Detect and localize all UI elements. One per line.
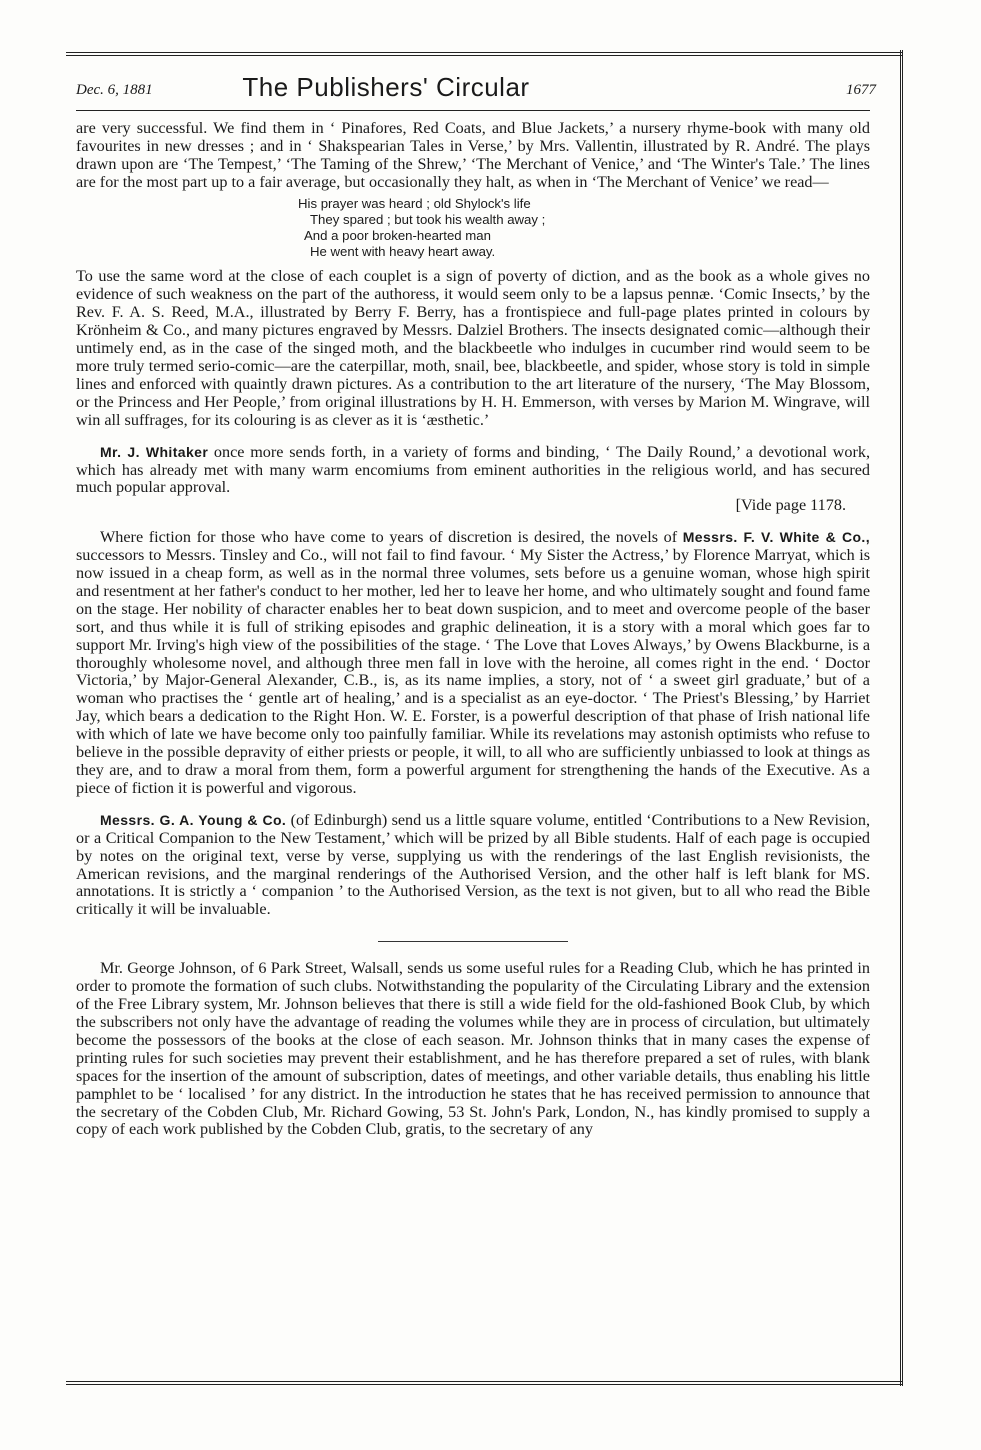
top-double-rule: [66, 52, 902, 56]
paragraph-3-text: once more sends forth, in a variety of forms and binding, ‘ The Daily Round,’ a devotional work, which has already met with many warm encomiums from eminent authorities in the religious world, and has secured much popular approval.: [76, 442, 870, 497]
firm-name-young: Messrs. G. A. Young & Co.: [100, 811, 287, 828]
page-header: [76, 66, 876, 106]
firm-name-whitaker: Mr. J. Whitaker: [100, 443, 209, 460]
verse-line: His prayer was heard ; old Shylock's life: [298, 195, 531, 211]
paragraph-6: Mr. George Johnson, of 6 Park Street, Walsall, sends us some useful rules for a Reading Club, which he has printed in order to promote the formation of such clubs. Notwithstanding the popularity of the Circulating Library and the extension of the Free Library system, Mr. Johnson believes that there is still a wide field for the old-fashioned Book Club, by which the subscribers not only have the advantage of reading the volumes while they are in process of circulation, but ultimately become the possessors of the books at the close of each season. Mr. Johnson thinks that in many cases the expense of printing rules for such societies may prevent their establishment, and he has therefore prepared a set of rules, with blank spaces for the insertion of the amount of subscription, dates of meetings, and other variable details, thus enabling his little pamphlet to be ‘ localised ’ for any district. In the introduction he states that he has received permission to announce that the secretary of the Cobden Club, Mr. Richard Gowing, 53 St. John's Park, London, N., has kindly promised to supply a copy of each work published by the Cobden Club, gratis, to the secretary of any: [76, 959, 870, 1139]
article-body: [76, 120, 870, 1139]
paragraph-4-text: successors to Messrs. Tinsley and Co., will not fail to find favour. ‘ My Sister the Actress,’ by Florence Marryat, which is now issued in a cheap form, as well as in the normal three volumes, sets before us a genuine woman, whose high spirit and resentment at her father's conduct to her mother, led her to leave her home, and who ultimately sought and found fame on the stage. Her nobility of character enables her to beat down suspicion, and to meet and overcome people of the baser sort, and thus while it is full of striking episodes and graphic delineation, it is a story with a moral which goes far to support Mr. Irving's high view of the possibilities of the stage. ‘ The Love that Loves Always,’ by Owens Blackburne, is a thoroughly wholesome novel, and although three men fall in love with the heroine, all comes right in the end. ‘ Doctor Victoria,’ by Major-General Alexander, C.B., is, as its name implies, a story, not of ‘ a sweet girl graduate,’ but of a woman who practises the ‘ gentle art of healing,’ and is a specialist as an eye-doctor. ‘ The Priest's Blessing,’ by Harriet Jay, which bears a dedication to the Right Hon. W. E. Forster, is a powerful description of that phase of Irish national life with which of late we have become only too painfully familiar. While its revelations may astonish optimists who refuse to believe in the possible depravity of either priests or people, it will, to all who are sufficiently unbiassed to look at things as they are, and to draw a moral from them, form a powerful argument for strengthening the hands of the Executive. As a piece of fiction it is powerful and vigorous.: [76, 546, 870, 797]
verse-line: They spared ; but took his wealth away ;: [310, 211, 546, 227]
verse-quotation: [298, 196, 870, 261]
paragraph-1: are very successful. We find them in ‘ Pinafores, Red Coats, and Blue Jackets,’ a nursery rhyme-book with many old favourites in new dresses ; and in ‘ Shakspearian Tales in Verse,’ by Mrs. Vallentin, illustrated by R. André. The plays drawn upon are ‘The Tempest,’ ‘The Taming of the Shrew,’ ‘The Merchant of Venice,’ and ‘The Winter's Tale.’ The lines are for the most part up to a fair average, but occasionally they halt, as when in ‘The Merchant of Venice’ we read—: [76, 119, 870, 191]
header-page-number: 1677: [846, 82, 876, 98]
paragraph-5-text: (of Edinburgh) send us a little square volume, entitled ‘Contributions to a New Revision, or a Critical Companion to the New Testament,’ which will be prized by all Bible students. Half of each page is occupied by notes on the original text, verse by verse, supplying us with the renderings of the last English revisionists, the American revisions, and the marginal renderings of the Authorised Version, and the other half is left blank for MS. annotations. It is strictly a ‘ companion ’ to the Authorised Version, as the text is not given, but to all who read the Bible critically it will be invaluable.: [76, 810, 870, 919]
verse-line: He went with heavy heart away.: [310, 244, 496, 260]
section-divider: [378, 941, 568, 942]
header-date: Dec. 6, 1881: [76, 82, 153, 98]
page-reference: [Vide page 1178.: [735, 496, 846, 515]
header-title: The Publishers' Circular: [242, 72, 530, 102]
verse-line: And a poor broken-hearted man: [304, 228, 491, 244]
paragraph-3: [76, 444, 870, 498]
firm-name-white: Messrs. F. V. White & Co.,: [682, 529, 870, 546]
paragraph-2: To use the same word at the close of each couplet is a sign of poverty of diction, and as the book as a whole gives no evidence of such weakness on the part of the authoress, it would seem only to be a lapsus pennæ. ‘Comic Insects,’ by the Rev. F. A. S. Reed, M.A., illustrated by Berry F. Berry, has a frontispiece and full-page plates printed in colours by Krönheim & Co., and many pictures engraved by Messrs. Dalziel Brothers. The insects designated comic—although their untimely end, as in the case of the singed moth, and the blackbeetle who indulges in cucumber rind would seem to be more truly termed serio-comic—are the caterpillar, moth, snail, bee, blackbeetle, and spider, whose story is told in simple lines and enforced with quaintly drawn pictures. As a contribution to the art literature of the nursery, ‘The May Blossom, or the Princess and Her People,’ from original illustrations by H. H. Emmerson, with verses by Marion M. Wingrave, will win all suffrages, for its colouring is as clever as it is ‘æsthetic.’: [76, 267, 870, 429]
header-rule: [76, 110, 870, 111]
bottom-double-rule: [66, 1381, 902, 1385]
paragraph-4-intro: Where fiction for those who have come to years of discretion is desired, the novels of: [100, 528, 678, 547]
paragraph-4: [76, 529, 870, 798]
paragraph-5: [76, 812, 870, 919]
